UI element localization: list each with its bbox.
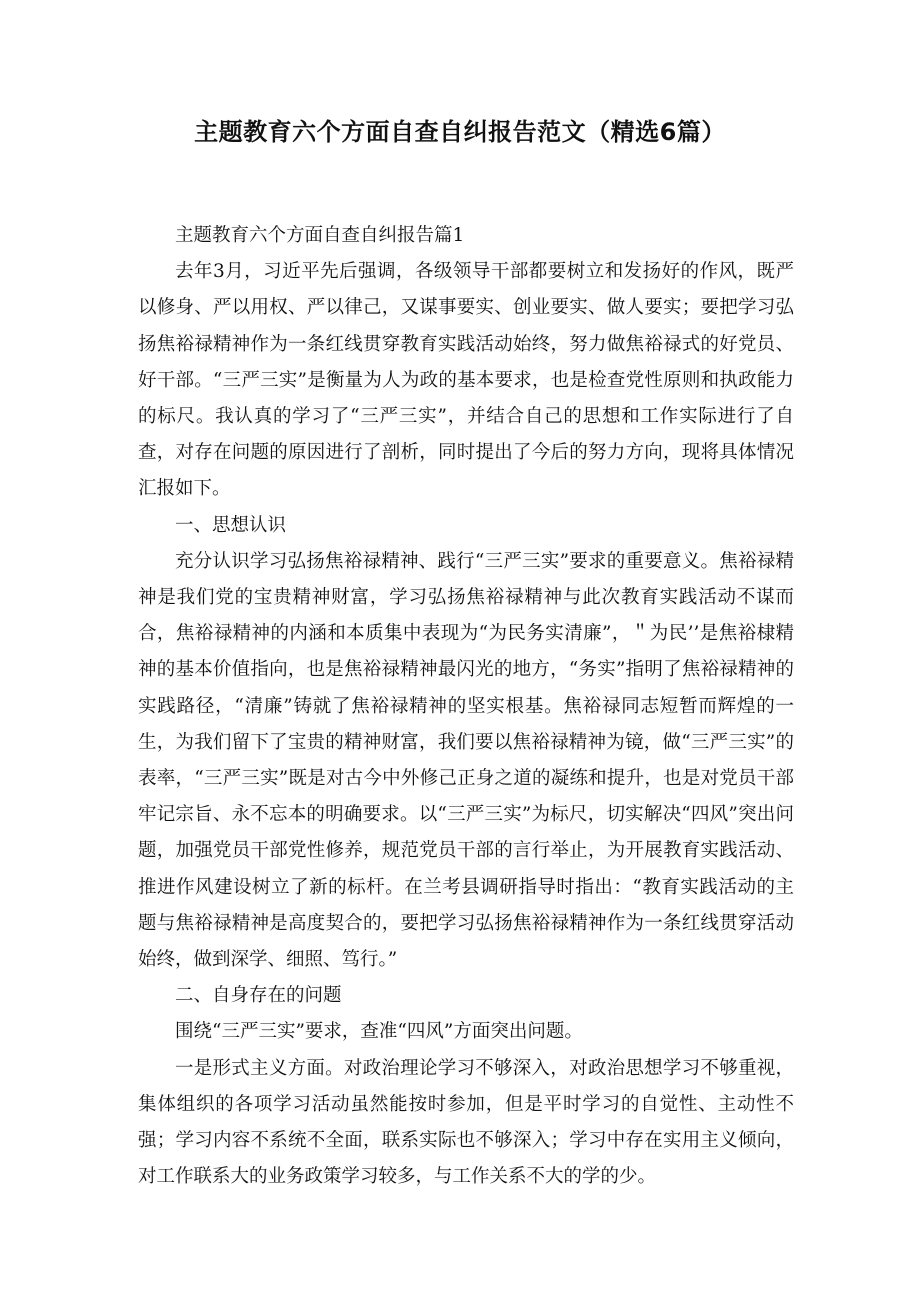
- section-heading-part-1: 主题教育六个方面自查自纠报告篇1: [175, 225, 465, 246]
- understanding-paragraph: 充分认识学习弘扬焦裕禄精神、践行“三严三实”要求的重要意义。焦裕禄精神是我们党的宝贵精神财富，学习弘扬焦裕禄精神与此次教育实践活动不谋而合，焦裕禄精神的内涵和本质集中表现为“为民务实清廉”，＂为民’’是焦裕棣精神的基本价值指向，也是焦裕禄精神最闪光的地方，“务实”指明了焦裕禄精神的实践路径，“清廉”铸就了焦裕禄精神的坚实根基。焦裕禄同志短暂而辉煌的一生，为我们留下了宝贵的精神财富，我们要以焦裕禄精神为镜，做“三严三实”的表率，“三严三实”既是对古今中外修己正身之道的凝练和提升，也是对党员干部牢记宗旨、永不忘本的明确要求。以“三严三实”为标尺，切实解决“四风”突出问题，加强党员干部党性修养，规范党员干部的言行举止，为开展教育实践活动、推进作风建设树立了新的标杆。在兰考县调研指导时指出：“教育实践活动的主题与焦裕禄精神是高度契合的，要把学习弘扬焦裕禄精神作为一条红线贯穿活动始终，做到深学、细照、笃行。”: [138, 550, 794, 971]
- document-body: [138, 218, 794, 1195]
- intro-paragraph: 去年3月，习近平先后强调，各级领导干部都要树立和发扬好的作风，既严以修身、严以用权、严以律己，又谋事要实、创业要实、做人要实；要把学习弘扬焦裕禄精神作为一条红线贯穿教育实践活动始终，努力做焦裕禄式的好党员、好干部。“三严三实”是衡量为人为政的基本要求，也是检查党性原则和执政能力的标尺。我认真的学习了“三严三实”，并结合自己的思想和工作实际进行了自查，对存在问题的原因进行了剖析，同时提出了今后的努力方向，现将具体情况汇报如下。: [138, 261, 794, 500]
- formalism-paragraph: 一是形式主义方面。对政治理论学习不够深入，对政治思想学习不够重视，集体组织的各项学习活动虽然能按时参加，但是平时学习的自觉性、主动性不强；学习内容不系统不全面，联系实际也不够深入；学习中存在实用主义倾向，对工作联系大的业务政策学习较多，与工作关系不大的学的少。: [138, 1057, 794, 1188]
- document-title: 主题教育六个方面自查自纠报告范文（精选6篇）: [194, 118, 726, 146]
- problems-intro-paragraph: 围绕“三严三实”要求，查准“四风”方面突出问题。: [175, 1021, 583, 1043]
- heading-existing-problems: 二、自身存在的问题: [175, 985, 342, 1007]
- heading-ideological-understanding: 一、思想认识: [175, 514, 287, 536]
